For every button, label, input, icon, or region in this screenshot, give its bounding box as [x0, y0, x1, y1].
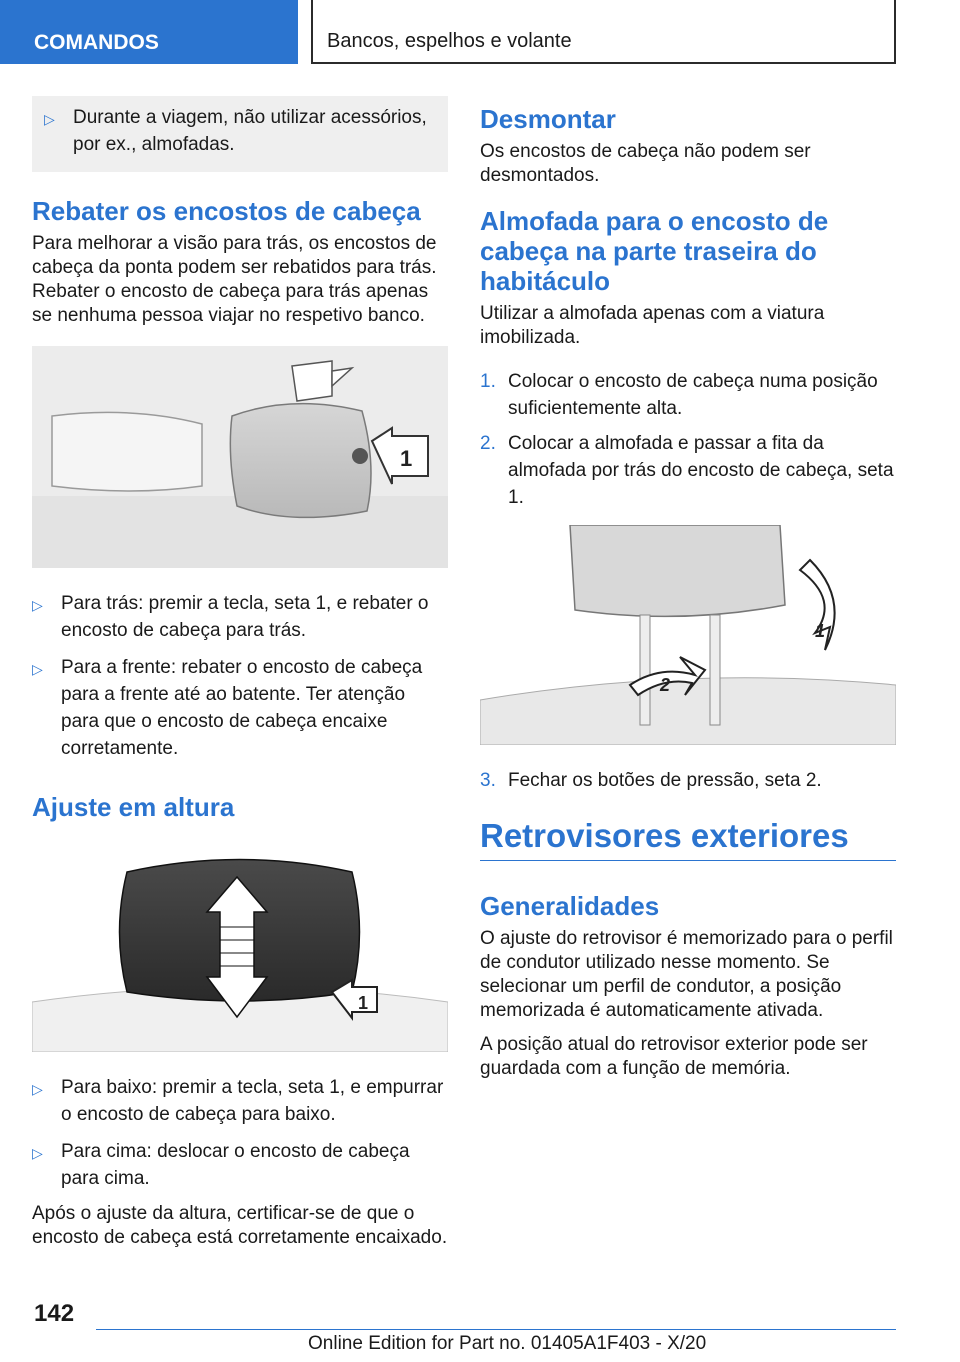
list-text: Para trás: premir a tecla, seta 1, e rebater o encosto de cabeça para trás. [61, 593, 429, 641]
chapter-tab: COMANDOS [0, 0, 298, 64]
figure-label: 1 [358, 993, 369, 1013]
step-number: 2. [480, 433, 496, 454]
list-text: Para baixo: premir a tecla, seta 1, e empurrar o encosto de cabeça para baixo. [61, 1077, 444, 1125]
list-item [32, 1074, 448, 1128]
section-heading-remove: Desmontar [480, 104, 616, 134]
section-heading-general: Generalidades [480, 891, 660, 921]
bullet-triangle-icon: ▷ [32, 661, 43, 677]
right-column [480, 96, 896, 1099]
step-text: Fechar os botões de pressão, seta 2. [508, 770, 822, 791]
bullet-triangle-icon: ▷ [44, 111, 55, 127]
section-tab: Bancos, espelhos e volante [311, 0, 896, 64]
list-item [44, 104, 436, 158]
step-number: 3. [480, 770, 496, 791]
height-body: Após o ajuste da altura, certificar-se de que o encosto de cabeça está corretamente encaixado. [32, 1203, 448, 1248]
footer-edition: Online Edition for Part no. 01405A1F403 - X/20 [308, 1333, 707, 1354]
bullet-triangle-icon: ▷ [32, 597, 43, 613]
numbered-step [480, 767, 896, 794]
fold-body: Para melhorar a visão para trás, os encostos de cabeça da ponta podem ser rebatidos para trás. Rebater o encosto de cabeça para trás apenas se nenhuma pessoa viajar no respetivo banco. [32, 233, 437, 326]
section-heading-fold: Rebater os encostos de cabeça [32, 196, 421, 226]
figure-label: 1 [400, 446, 413, 471]
list-item [32, 590, 448, 644]
fold-headrest-figure [32, 346, 448, 568]
list-item [32, 1138, 448, 1192]
numbered-step [480, 430, 896, 511]
footer-divider [96, 1329, 896, 1330]
cushion-figure [480, 525, 896, 745]
left-column [32, 96, 448, 1268]
section-heading-cushion: Almofada para o encosto de cabeça na parte traseira do habitáculo [480, 206, 829, 296]
bullet-triangle-icon: ▷ [32, 1081, 43, 1097]
remove-body: Os encostos de cabeça não podem ser desmontados. [480, 141, 811, 186]
step-text: Colocar a almofada e passar a fita da almofada por trás do encosto de cabeça, seta 1. [508, 433, 894, 508]
list-text: Para a frente: rebater o encosto de cabeça para a frente até ao batente. Ter atenção para que o encosto de cabeça encaixe corretamente. [61, 657, 423, 759]
note-box [32, 96, 448, 172]
cushion-body: Utilizar a almofada apenas com a viatura imobilizada. [480, 303, 825, 348]
chapter-title-mirrors: Retrovisores exteriores [480, 816, 896, 861]
page-number: 142 [34, 1300, 75, 1327]
figure-label: 2 [660, 675, 671, 695]
step-number: 1. [480, 371, 496, 392]
bullet-triangle-icon: ▷ [32, 1145, 43, 1161]
mirrors-body-2: A posição atual do retrovisor exterior pode ser guardada com a função de memória. [480, 1034, 868, 1079]
numbered-step [480, 368, 896, 422]
height-adjust-figure [32, 852, 448, 1052]
list-item [32, 654, 448, 762]
list-text: Para cima: deslocar o encosto de cabeça para cima. [61, 1141, 410, 1189]
step-text: Colocar o encosto de cabeça numa posição suficientemente alta. [508, 371, 878, 419]
figure-label: 1 [815, 621, 826, 641]
mirrors-body-1: O ajuste do retrovisor é memorizado para o perfil de condutor utilizado nesse momento. Se selecionar um perfil de condutor, a posição memorizada é automaticamente ativada. [480, 928, 893, 1021]
section-heading-height: Ajuste em altura [32, 792, 235, 822]
note-text: Durante a viagem, não utilizar acessórios, por ex., almofadas. [73, 107, 427, 155]
